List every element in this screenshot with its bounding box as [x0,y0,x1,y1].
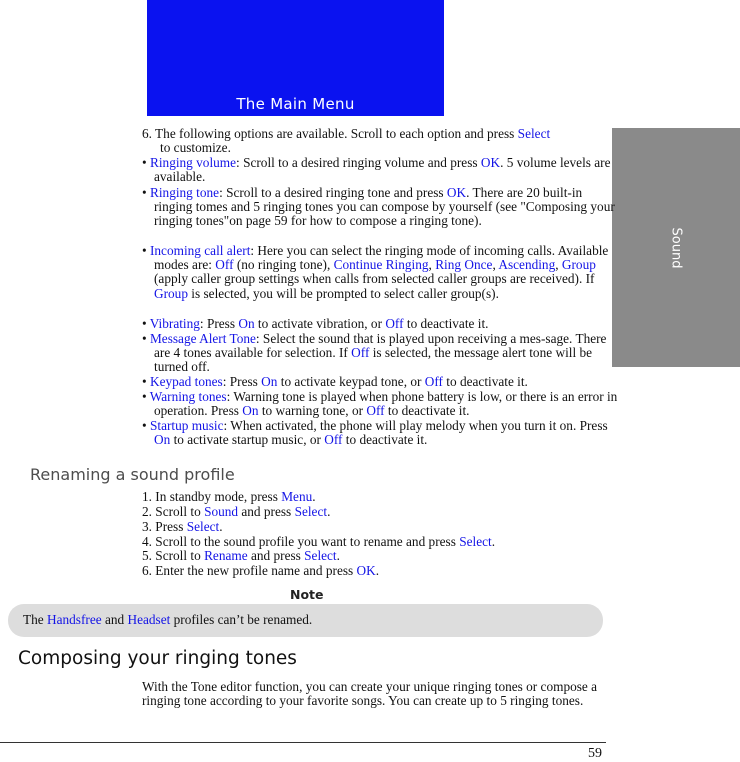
option-keypad-tones: • Keypad tones: Press On to activate keypad tone, or Off to deactivate it. [142,374,528,389]
footer-rule [0,742,606,743]
note-box [8,604,603,637]
screen-caption: The Main Menu [236,95,355,113]
option-startup-music: • Startup music: When activated, the phone will play melody when you turn it on. Press On to activate startup music, or Off to deactivate it. [142,418,608,448]
page-number: 59 [588,746,602,761]
select-key: Select [517,126,551,141]
option-vibrating: • Vibrating: Press On to activate vibration, or Off to deactivate it. [142,316,489,331]
composing-heading: Composing your ringing tones [18,648,297,669]
note-text: The Handsfree and Headset profiles can’t be renamed. [23,612,313,627]
rename-step-3: 3. Press Select. [142,519,223,534]
rename-step-5: 5. Scroll to Rename and press Select. [142,548,340,563]
composing-paragraph: With the Tone editor function, you can create your unique ringing tones or compose a ringing tone according to your favorite songs. You can create up to 5 ringing tones. [142,679,598,709]
rename-step-2: 2. Scroll to Sound and press Select. [142,504,331,519]
side-tab-label: Sound [668,227,684,268]
rename-step-1: 1. In standby mode, press Menu. [142,489,316,504]
main-menu-screenshot [147,0,444,116]
rename-step-4: 4. Scroll to the sound profile you want to rename and press Select. [142,534,496,549]
option-warning-tones: • Warning tones: Warning tone is played when phone battery is low, or there is an error in operation. Press On to warning tone, or Off to deactivate it. [142,389,618,419]
rename-step-6: 6. Enter the new profile name and press OK. [142,563,380,578]
option-ringing-volume: • Ringing volume: Scroll to a desired ringing volume and press OK. 5 volume levels are available. [142,155,611,185]
option-incoming-call-alert: • Incoming call alert: Here you can select the ringing mode of incoming calls. Available modes are: Off (no ringing tone), Continue Ringing, Ring Once, Ascending, Group (apply caller group settings when calls from selected caller groups are received). If Group is selected, you will be prompted to select caller group(s). [142,243,609,301]
options-intro: 6. The following options are available. Scroll to each option and press Select to customize. [142,126,551,156]
renaming-heading: Renaming a sound profile [30,465,235,484]
note-label: Note [290,587,324,602]
option-ringing-tone: • Ringing tone: Scroll to a desired ringing tone and press OK. There are 20 built-in ringing tomes and 5 ringing tones you can compose by yourself (see "Composing your ringing tones"on page 59 for how to compose a ringing tone). [142,185,615,229]
option-message-alert-tone: • Message Alert Tone: Select the sound that is played upon receiving a mes-sage. There are 4 tones available for selection. If Off is selected, the message alert tone will be turned off. [142,331,607,375]
section-side-tab [612,128,740,367]
